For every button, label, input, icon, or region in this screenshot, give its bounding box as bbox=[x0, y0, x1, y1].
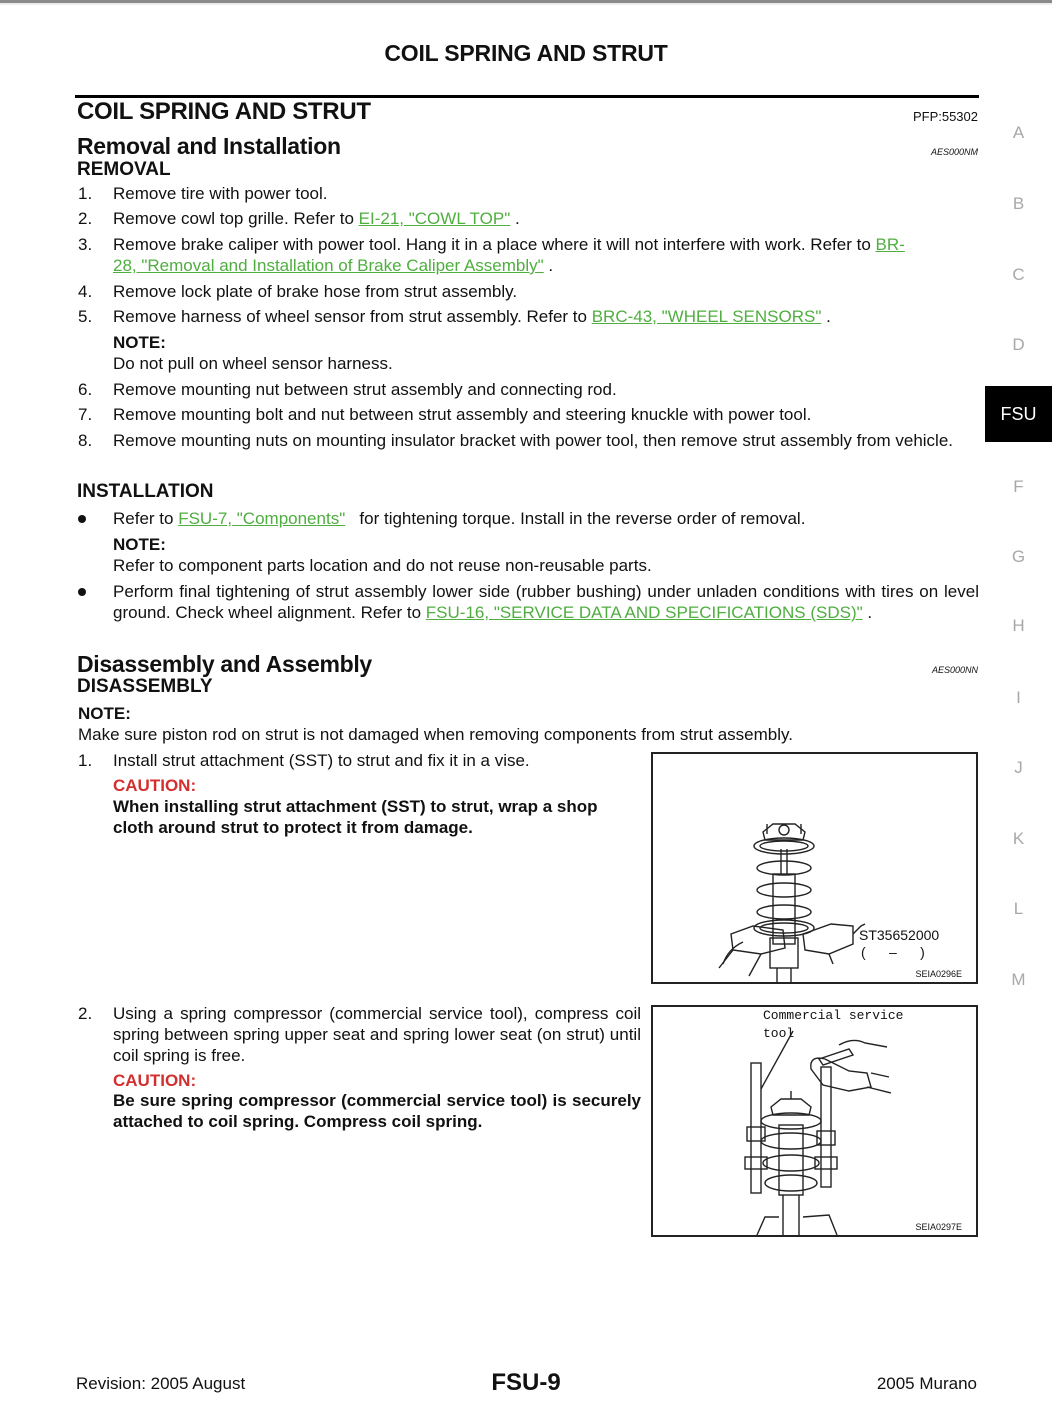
note-text: Do not pull on wheel sensor harness. bbox=[113, 354, 393, 373]
sst-part-sublabel: ( – ) bbox=[861, 944, 925, 960]
step-text: Using a spring compressor (commercial service tool), compress coil spring between spring upper seat and spring lower seat (on strut) until coil spring is free. bbox=[113, 1004, 641, 1065]
side-tab-i[interactable]: I bbox=[1016, 688, 1021, 707]
note-label: NOTE: bbox=[113, 333, 166, 352]
spring-compressor-illustration bbox=[653, 1007, 976, 1235]
side-tab-c[interactable]: C bbox=[1012, 265, 1025, 284]
side-tab-d[interactable]: D bbox=[1012, 335, 1025, 354]
note-label: NOTE: bbox=[113, 535, 166, 554]
bullet-suffix: . bbox=[862, 603, 873, 622]
removal-installation-code: AES000NM bbox=[930, 147, 978, 157]
bullet-icon bbox=[78, 509, 88, 519]
side-tab-b[interactable]: B bbox=[1012, 194, 1025, 213]
step-suffix: . bbox=[543, 256, 554, 275]
caution-text: Be sure spring compressor (commercial service tool) is securely attached to coil spring. Compress coil spring. bbox=[113, 1091, 641, 1131]
top-border-shadow bbox=[0, 3, 1052, 5]
step-number: 5. bbox=[78, 307, 93, 326]
disassembly-heading: DISASSEMBLY bbox=[77, 676, 213, 697]
section-title: COIL SPRING AND STRUT bbox=[77, 98, 371, 125]
step-text: Remove lock plate of brake hose from strut assembly. bbox=[113, 282, 518, 301]
step-number: 6. bbox=[78, 380, 93, 399]
step-number: 1. bbox=[78, 184, 93, 203]
bullet-text: Perform final tightening of strut assembly lower side (rubber bushing) under unladen conditions with tires on level ground. Check wheel alignment. Refer to bbox=[113, 582, 979, 622]
step-number: 4. bbox=[78, 282, 93, 301]
step-number: 2. bbox=[78, 1004, 93, 1023]
side-tab-l[interactable]: L bbox=[1013, 899, 1024, 918]
step-text: Remove brake caliper with power tool. Hang it in a place where it will not interfere with work. Refer to bbox=[113, 235, 876, 254]
step-number: 3. bbox=[78, 235, 93, 254]
step-text: Remove tire with power tool. bbox=[113, 184, 328, 203]
step-text: Remove cowl top grille. Refer to bbox=[113, 209, 359, 228]
link-ei-21-cowl-top[interactable]: EI-21, "COWL TOP" bbox=[358, 209, 511, 228]
bullet-icon bbox=[78, 582, 88, 592]
footer-revision: Revision: 2005 August bbox=[76, 1374, 246, 1393]
side-tab-h[interactable]: H bbox=[1012, 616, 1025, 635]
side-tab-j[interactable]: J bbox=[1014, 758, 1023, 777]
side-tab-k[interactable]: K bbox=[1012, 829, 1025, 848]
note-text: Refer to component parts location and do not reuse non-reusable parts. bbox=[113, 556, 652, 575]
step-suffix: . bbox=[821, 307, 831, 326]
step-text: Install strut attachment (SST) to strut and fix it in a vise. bbox=[113, 751, 530, 770]
commercial-tool-label-2: tool bbox=[763, 1026, 795, 1041]
side-tab-g[interactable]: G bbox=[1011, 547, 1026, 566]
removal-heading: REMOVAL bbox=[77, 159, 171, 180]
disassembly-assembly-code: AES000NN bbox=[931, 665, 978, 675]
link-br-28-brake-caliper[interactable]: BR- bbox=[875, 235, 905, 254]
caution-text: When installing strut attachment (SST) to strut, wrap a shop cloth around strut to protect it from damage. bbox=[113, 797, 598, 837]
step-item bbox=[113, 234, 979, 276]
step-number: 2. bbox=[78, 209, 93, 228]
removal-installation-title: Removal and Installation bbox=[77, 133, 341, 159]
link-brc-43-wheel-sensors[interactable]: BRC-43, "WHEEL SENSORS" bbox=[591, 307, 822, 326]
sst-part-number: ST35652000 bbox=[859, 927, 940, 943]
link-br-28-brake-caliper-cont[interactable]: 28, "Removal and Installation of Brake Caliper Assembly" bbox=[113, 256, 544, 275]
side-tab-a[interactable]: A bbox=[1012, 123, 1025, 142]
figure-spring-compressor bbox=[651, 1005, 978, 1237]
step-text: Remove mounting bolt and nut between strut assembly and steering knuckle with power tool. bbox=[113, 405, 812, 424]
figure-code: SEIA0296E bbox=[915, 969, 962, 979]
step-item bbox=[113, 208, 520, 229]
bullet-item bbox=[113, 581, 979, 623]
link-fsu-16-sds[interactable]: FSU-16, "SERVICE DATA AND SPECIFICATIONS (SDS)" bbox=[425, 603, 863, 622]
page-header: COIL SPRING AND STRUT bbox=[384, 40, 668, 66]
step-number: 1. bbox=[78, 751, 93, 770]
step-text: Remove mounting nuts on mounting insulator bracket with power tool, then remove strut assembly from vehicle. bbox=[113, 431, 954, 450]
side-tab-f[interactable]: F bbox=[1013, 477, 1024, 496]
figure-code: SEIA0297E bbox=[915, 1222, 962, 1232]
bullet-text: Refer to bbox=[113, 509, 179, 528]
step-item bbox=[113, 306, 831, 327]
note-text: Make sure piston rod on strut is not damaged when removing components from strut assembly. bbox=[78, 725, 793, 744]
strut-vise-illustration bbox=[653, 754, 976, 982]
bullet-text: for tightening torque. Install in the reverse order of removal. bbox=[345, 509, 806, 528]
link-fsu-7-components[interactable]: FSU-7, "Components" bbox=[178, 509, 346, 528]
step-text: Remove mounting nut between strut assembly and connecting rod. bbox=[113, 380, 617, 399]
installation-heading: INSTALLATION bbox=[77, 481, 214, 502]
caution-label: CAUTION: bbox=[113, 1071, 197, 1090]
footer-model: 2005 Murano bbox=[876, 1374, 977, 1393]
figure-strut-attachment bbox=[651, 752, 978, 984]
side-tab-m[interactable]: M bbox=[1011, 970, 1026, 989]
footer-page-number: FSU-9 bbox=[491, 1369, 561, 1396]
step-text: Remove harness of wheel sensor from strut assembly. Refer to bbox=[113, 307, 592, 326]
step-number: 8. bbox=[78, 431, 93, 450]
step-number: 7. bbox=[78, 405, 93, 424]
pfp-code: PFP:55302 bbox=[912, 109, 978, 124]
disassembly-assembly-title: Disassembly and Assembly bbox=[77, 651, 372, 677]
bullet-item bbox=[113, 508, 805, 529]
note-label: NOTE: bbox=[78, 704, 131, 723]
caution-label: CAUTION: bbox=[113, 776, 197, 795]
side-tab-fsu-active[interactable]: FSU bbox=[985, 386, 1052, 442]
step-suffix: . bbox=[510, 209, 520, 228]
commercial-tool-label: Commercial service bbox=[763, 1008, 904, 1023]
